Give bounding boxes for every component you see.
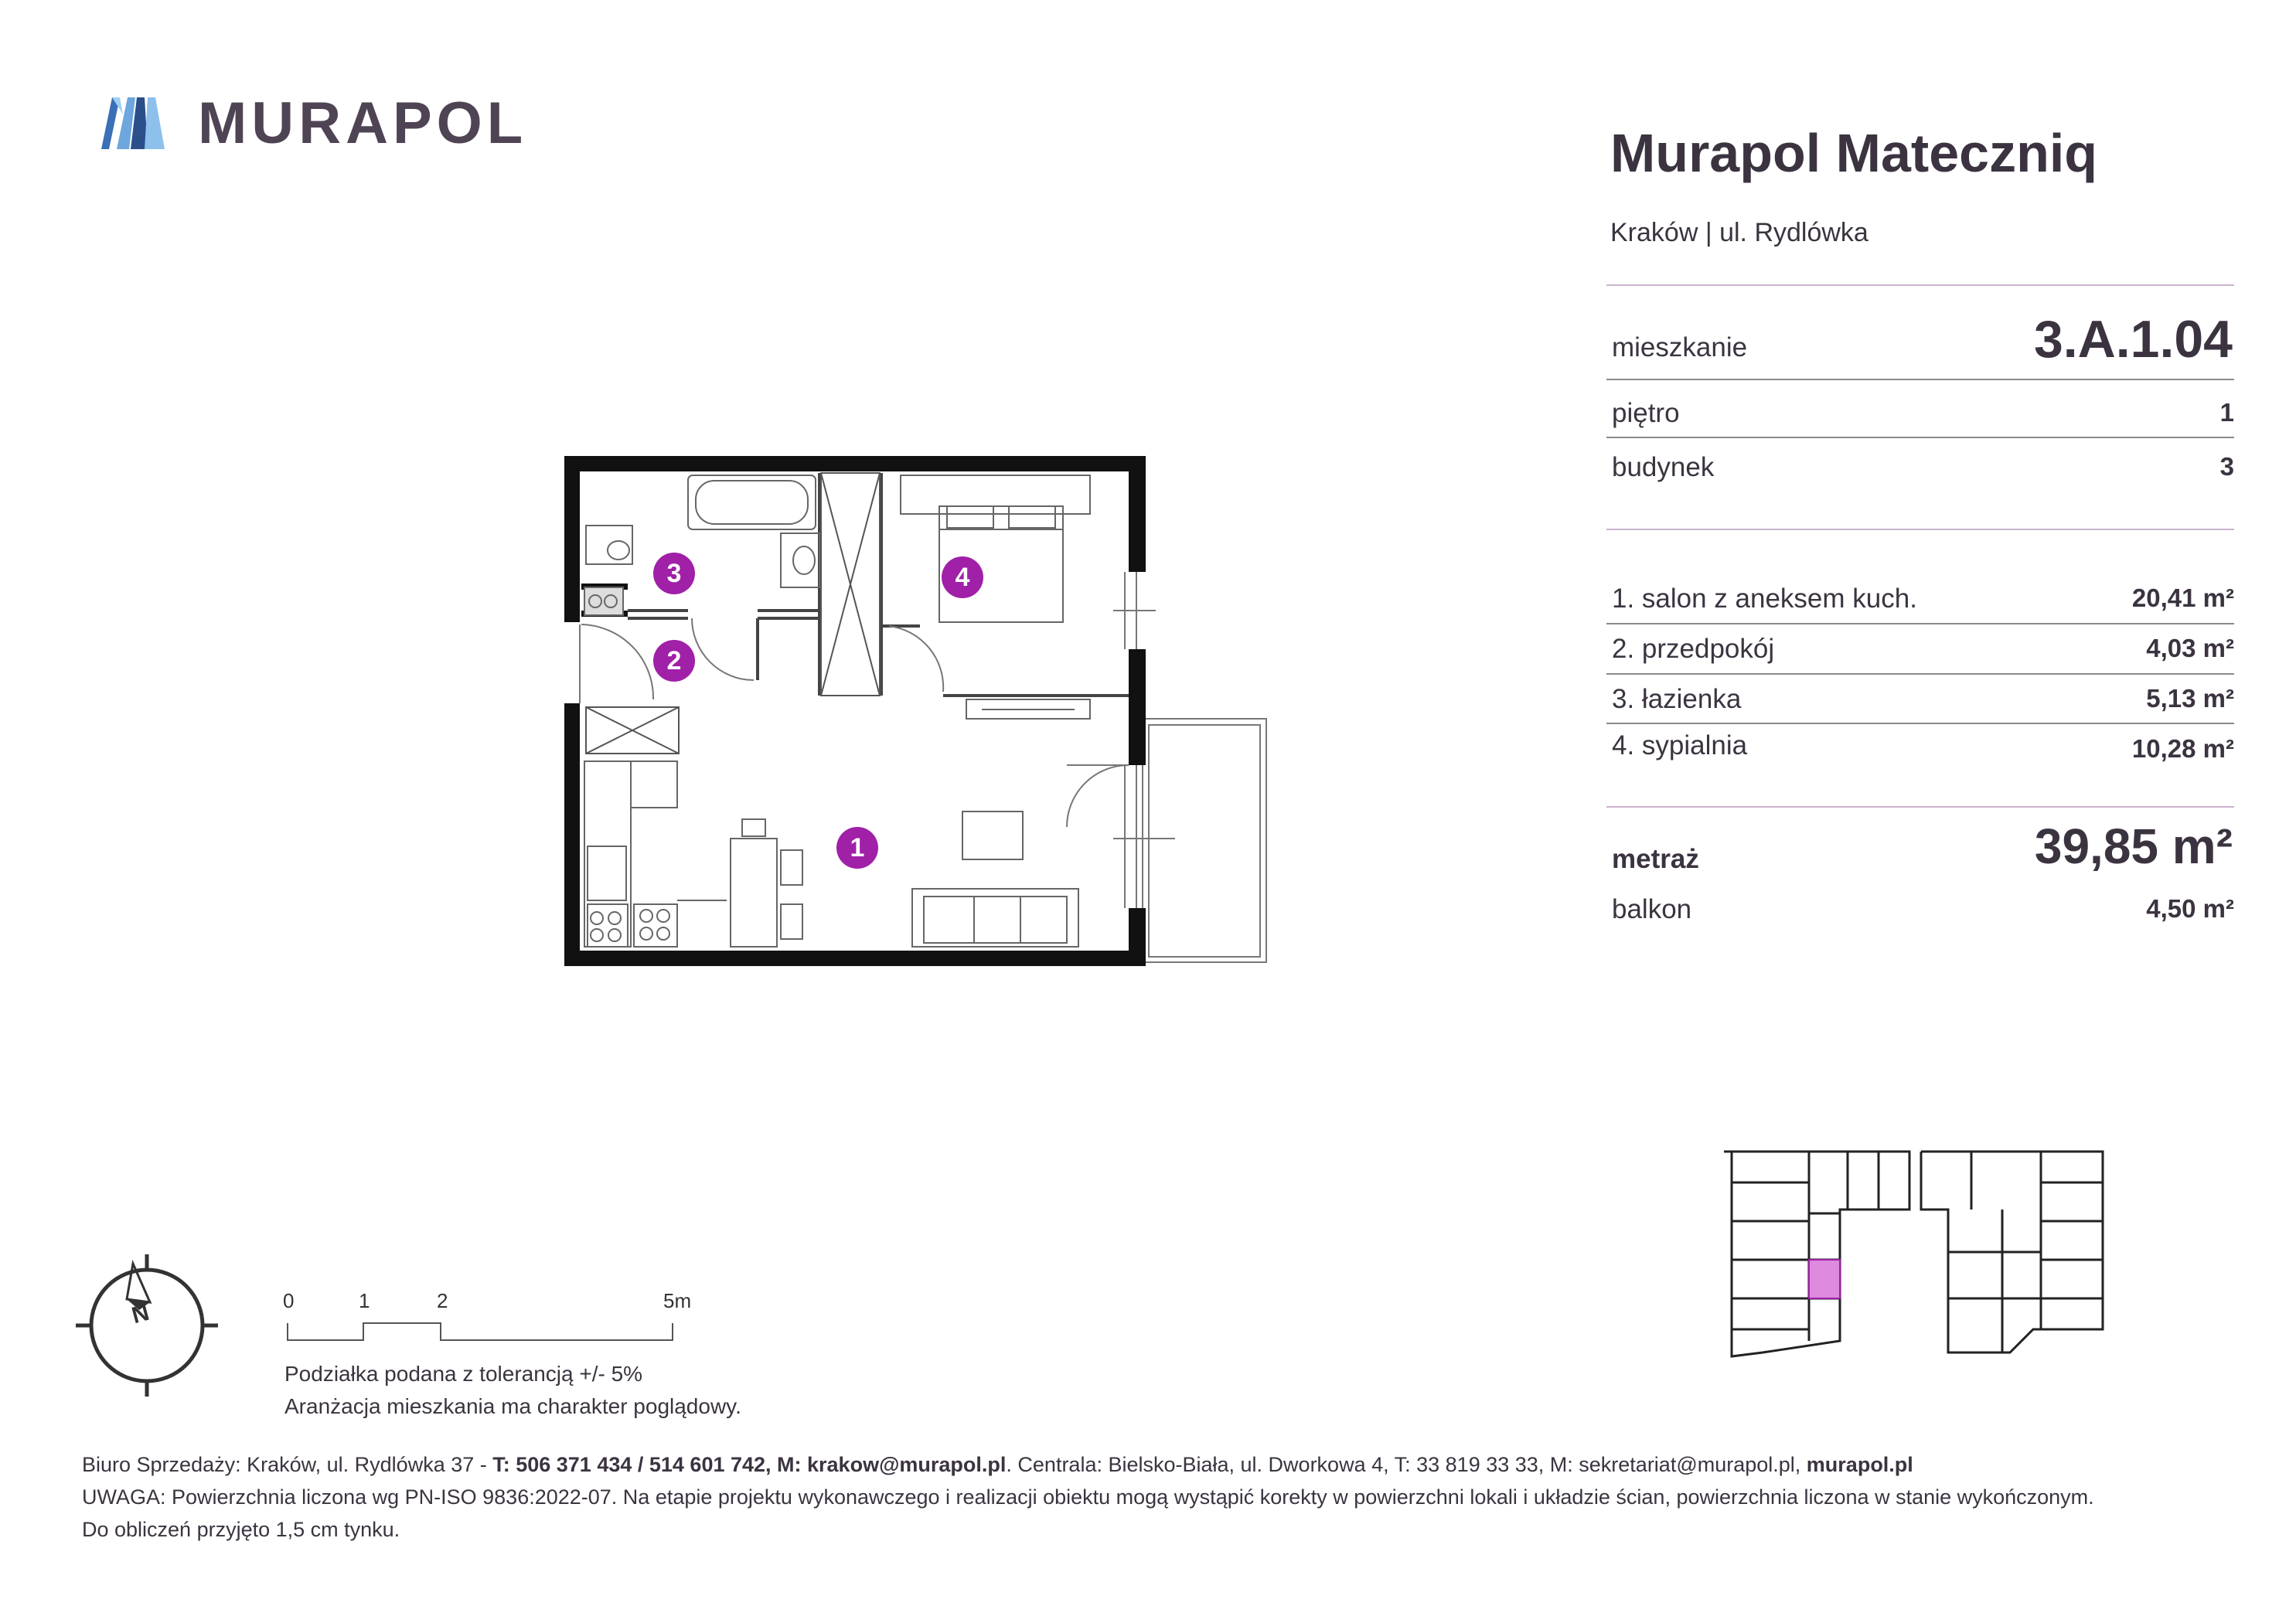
arrangement-note: Aranżacja mieszkania ma charakter poglądowy. (284, 1394, 741, 1418)
divider (1606, 623, 2234, 624)
scale-tick-label: 5m (663, 1289, 692, 1312)
scale-bar (286, 1314, 680, 1345)
total-area-value: 39,85 m² (2034, 818, 2233, 874)
site-plan (1716, 1136, 2134, 1414)
project-address: Kraków | ul. Rydlówka (1610, 218, 1868, 247)
unit-number: 3.A.1.04 (2033, 310, 2233, 369)
bed (901, 475, 1090, 622)
room-name: 2. przedpokój (1612, 634, 1775, 664)
balcony-value: 4,50 m² (2146, 894, 2234, 923)
shaft (586, 473, 880, 754)
footer-plaster-note: Do obliczeń przyjęto 1,5 cm tynku. (82, 1518, 400, 1541)
room-area: 5,13 m² (2146, 684, 2234, 713)
total-area-label: metraż (1612, 844, 1699, 874)
building-value: 3 (2219, 452, 2234, 481)
room-marker-2: 2 (653, 640, 695, 682)
scale-tolerance-note: Podziałka podana z tolerancją +/- 5% (284, 1362, 643, 1386)
brand-wordmark[interactable]: MURAPOL (198, 90, 528, 156)
living-furniture (731, 699, 1090, 947)
divider (1606, 379, 2234, 380)
footer-website-link[interactable]: murapol.pl (1806, 1453, 1913, 1476)
divider (1606, 806, 2234, 808)
floor-plan (557, 448, 1283, 974)
divider (1606, 437, 2234, 438)
divider (1606, 723, 2234, 724)
room-marker-4: 4 (942, 556, 983, 598)
bathroom-fixtures (584, 475, 819, 615)
footer-disclaimer: UWAGA: Powierzchnia liczona wg PN-ISO 9836:2022-07. Na etapie projektu wykonawczego i realizacji obiektu mogą wystąpić korekty w powierzchni lokali i układzie ścian, powierzchnia liczona w stanie wykończonym. (82, 1485, 2094, 1509)
murapol-logo-icon (96, 91, 181, 153)
scale-tick-label: 2 (437, 1289, 448, 1312)
room-marker-1: 1 (836, 827, 878, 869)
divider (1606, 529, 2234, 530)
highlighted-unit (1809, 1260, 1840, 1298)
divider (1606, 673, 2234, 675)
room-area: 20,41 m² (2131, 584, 2234, 612)
room-marker-3: 3 (653, 553, 695, 594)
balcony-label: balkon (1612, 894, 1692, 924)
room-name: 3. łazienka (1612, 684, 1742, 714)
room-name: 1. salon z aneksem kuch. (1612, 584, 1917, 614)
room-name: 4. sypialnia (1612, 730, 1748, 760)
compass-north-label: N (128, 1299, 152, 1329)
kitchen (584, 761, 727, 947)
footer-contact[interactable]: T: 506 371 434 / 514 601 742, M: krakow@murapol.pl (492, 1453, 1007, 1476)
floor-value: 1 (2219, 398, 2234, 427)
footer-sales-office: Biuro Sprzedaży: Kraków, ul. Rydlówka 37 - T: 506 371 434 / 514 601 742, M: krakow@murapol.pl. Centrala: Bielsko-Biała, ul. Dworkowa 4, T: 33 819 33 33, M: sekretariat@murapol.pl, murapol.pl (82, 1453, 1913, 1476)
balcony-outline (1143, 719, 1266, 962)
project-title: Murapol Mateczniq (1610, 123, 2098, 183)
building-label: budynek (1612, 452, 1715, 482)
divider (1606, 284, 2234, 286)
unit-label: mieszkanie (1612, 332, 1748, 362)
room-area: 10,28 m² (2131, 734, 2234, 763)
floor-label: piętro (1612, 398, 1680, 428)
room-area: 4,03 m² (2146, 634, 2234, 662)
scale-tick-label: 1 (359, 1289, 370, 1312)
scale-tick-label: 0 (283, 1289, 295, 1312)
